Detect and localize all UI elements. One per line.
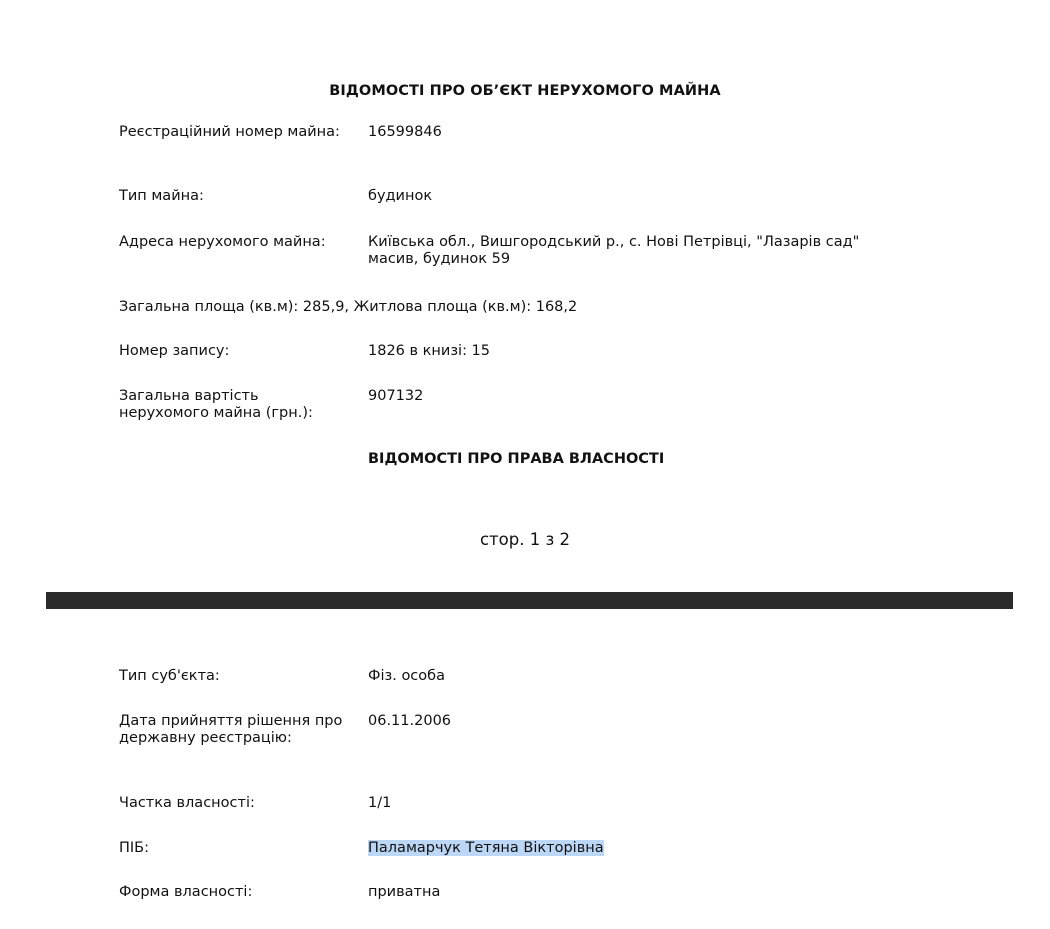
registration-number-label: Реєстраційний номер майна: [119,124,340,140]
total-value-value: 907132 [368,388,424,404]
subject-type-value: Фіз. особа [368,668,445,684]
address-value-line1: Київська обл., Вишгородський р., с. Нові Петрівці, "Лазарів сад" [368,234,860,250]
selected-text[interactable]: Паламарчук Тетяна Вікторівна [368,840,604,856]
property-type-label: Тип майна: [119,188,204,204]
ownership-form-value: приватна [368,884,441,900]
record-number-label: Номер запису: [119,343,230,359]
address-label: Адреса нерухомого майна: [119,234,326,250]
property-type-value: будинок [368,188,433,204]
area-info: Загальна площа (кв.м): 285,9, Житлова площа (кв.м): 168,2 [119,299,578,315]
decision-date-label: Дата прийняття рішення про державну реєстрацію: [119,713,343,746]
ownership-share-label: Частка власності: [119,795,255,811]
ownership-form-label: Форма власності: [119,884,253,900]
ownership-share-value: 1/1 [368,795,392,811]
address-value-line2: масив, будинок 59 [368,251,511,267]
page-divider [46,592,1013,609]
total-value-label: Загальна вартість нерухомого майна (грн.): [119,388,313,421]
property-info-title: ВІДОМОСТІ ПРО ОБ’ЄКТ НЕРУХОМОГО МАЙНА [329,83,721,99]
full-name-label: ПІБ: [119,840,150,856]
record-number-value: 1826 в книзі: 15 [368,343,491,359]
decision-date-value: 06.11.2006 [368,713,452,729]
full-name-value[interactable] [368,840,604,857]
registration-number-value: 16599846 [368,124,442,140]
subject-type-label: Тип суб'єкта: [119,668,220,684]
ownership-rights-title: ВІДОМОСТІ ПРО ПРАВА ВЛАСНОСТІ [368,451,665,467]
page-number: стор. 1 з 2 [479,530,570,549]
